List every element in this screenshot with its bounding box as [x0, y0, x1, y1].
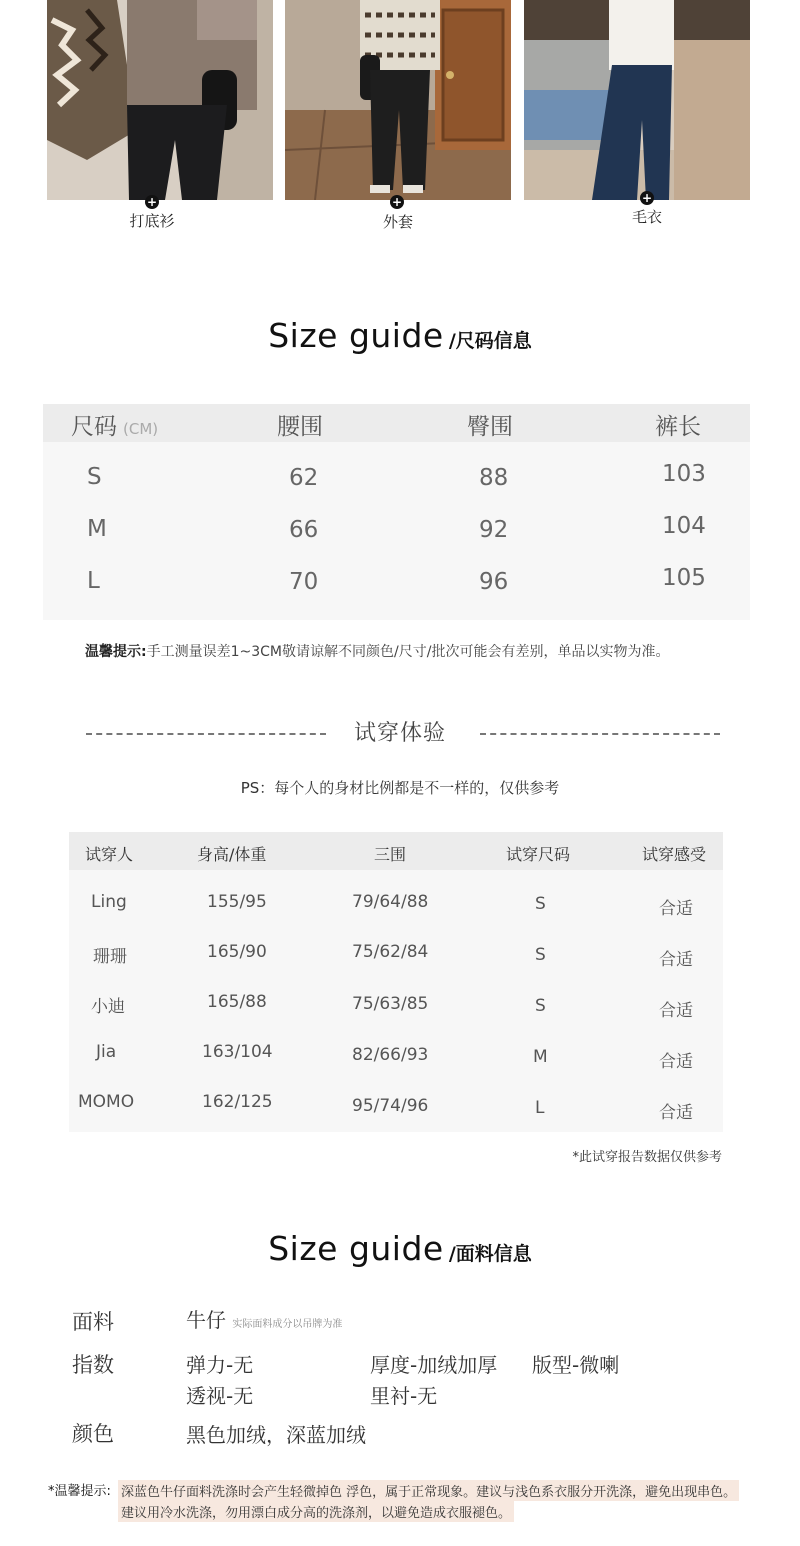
- size-guide-heading: [0, 316, 800, 355]
- height-weight: 162/125: [202, 1092, 273, 1112]
- size-cell: M: [87, 516, 107, 542]
- see-through: 透视-无: [186, 1384, 254, 1408]
- fit-type: 版型-微喇: [532, 1353, 620, 1377]
- fabric-label: 面料: [72, 1310, 114, 1334]
- waist-cell: 62: [289, 465, 319, 491]
- thickness: 厚度-加绒加厚: [370, 1353, 498, 1377]
- fabric-heading: [0, 1229, 800, 1268]
- fabric-subtitle: /面料信息: [448, 1243, 532, 1265]
- header-length: 裤长: [655, 414, 701, 440]
- tryon-title: 试穿体验: [353, 721, 446, 746]
- index-label: 指数: [72, 1353, 114, 1377]
- measurements: 82/66/93: [352, 1045, 429, 1065]
- tried-size: M: [533, 1047, 548, 1067]
- length-cell: 105: [662, 565, 706, 591]
- tried-size: S: [535, 894, 546, 914]
- waist-cell: 70: [289, 569, 319, 595]
- tester-name: Jia: [96, 1042, 117, 1062]
- hip-cell: 88: [479, 465, 509, 491]
- size-table-header: [43, 404, 750, 442]
- feel: 合适: [659, 1052, 693, 1072]
- tester-name: MOMO: [78, 1092, 135, 1112]
- outfit-photo-1: [47, 0, 273, 200]
- header-waist: 腰围: [277, 414, 323, 440]
- header-size: 尺码 (CM): [71, 414, 159, 440]
- unit-label: (CM): [123, 420, 159, 438]
- tester-name: 珊珊: [93, 947, 127, 967]
- header-measurements: 三围: [374, 845, 407, 864]
- feel: 合适: [659, 1103, 693, 1123]
- fabric-value: 牛仔 实际面料成分以吊牌为准: [186, 1308, 343, 1332]
- tryon-note: *此试穿报告数据仅供参考: [572, 1150, 722, 1165]
- header-height-weight: 身高/体重: [197, 845, 267, 864]
- height-weight: 165/90: [207, 942, 267, 962]
- size-table: [43, 404, 750, 620]
- color-options: 黑色加绒，深蓝加绒: [186, 1423, 366, 1447]
- tryon-table: [69, 832, 723, 1132]
- color-label: 颜色: [72, 1422, 114, 1446]
- lining: 里衬-无: [370, 1384, 438, 1408]
- measurements: 95/74/96: [352, 1096, 429, 1116]
- wash-tip-label: *温馨提示:: [48, 1484, 111, 1499]
- wash-tip-line-1: 深蓝色牛仔面料洗涤时会产生轻微掉色 浮色，属于正常现象。建议与浅色系衣服分开洗涤，避免出现串色。: [118, 1480, 739, 1501]
- header-tester: 试穿人: [85, 845, 134, 864]
- tip-text: 手工测量误差1~3CM敬请谅解不同颜色/尺寸/批次可能会有差别，单品以实物为准。: [146, 644, 670, 660]
- height-weight: 155/95: [207, 892, 267, 912]
- tester-name: Ling: [91, 892, 127, 912]
- fabric-title: Size guide: [268, 1229, 444, 1268]
- measurements: 75/62/84: [352, 942, 429, 962]
- measurements: 75/63/85: [352, 994, 429, 1014]
- outfit-photo-2: [285, 0, 511, 200]
- tried-size: L: [535, 1098, 545, 1118]
- photo-caption-3: 毛衣: [631, 208, 662, 226]
- fabric-note: 实际面料成分以吊牌为准: [232, 1319, 343, 1330]
- size-cell: S: [87, 464, 102, 490]
- length-cell: 104: [662, 513, 706, 539]
- size-tip: [85, 641, 669, 661]
- size-guide-subtitle: /尺码信息: [448, 330, 532, 352]
- hip-cell: 96: [479, 569, 509, 595]
- tip-label: 温馨提示:: [85, 644, 147, 660]
- wash-tip-line-2: 建议用冷水洗涤，勿用漂白成分高的洗涤剂，以避免造成衣服褪色。: [118, 1501, 514, 1522]
- tried-size: S: [535, 945, 546, 965]
- photo-caption-2: 外套: [382, 213, 413, 231]
- hip-cell: 92: [479, 517, 509, 543]
- height-weight: 163/104: [202, 1042, 273, 1062]
- size-guide-title: Size guide: [268, 316, 444, 355]
- tried-size: S: [535, 996, 546, 1016]
- tryon-table-header: [69, 832, 723, 870]
- feel: 合适: [659, 950, 693, 970]
- header-hip: 臀围: [467, 414, 513, 440]
- tryon-ps: PS：每个人的身材比例都是不一样的，仅供参考: [240, 779, 560, 797]
- plus-icon: +: [146, 195, 158, 209]
- outfit-photo-3: [524, 0, 750, 200]
- header-tried-size: 试穿尺码: [506, 845, 571, 864]
- tester-name: 小迪: [91, 997, 125, 1017]
- feel: 合适: [659, 899, 693, 919]
- divider-right: [480, 733, 720, 735]
- plus-icon: +: [641, 191, 653, 205]
- elasticity: 弹力-无: [186, 1353, 254, 1377]
- measurements: 79/64/88: [352, 892, 429, 912]
- plus-icon: +: [391, 195, 403, 209]
- waist-cell: 66: [289, 517, 319, 543]
- photo-caption-1: 打底衫: [129, 212, 175, 230]
- feel: 合适: [659, 1001, 693, 1021]
- height-weight: 165/88: [207, 992, 267, 1012]
- length-cell: 103: [662, 461, 706, 487]
- size-cell: L: [87, 568, 100, 594]
- header-feel: 试穿感受: [642, 845, 707, 864]
